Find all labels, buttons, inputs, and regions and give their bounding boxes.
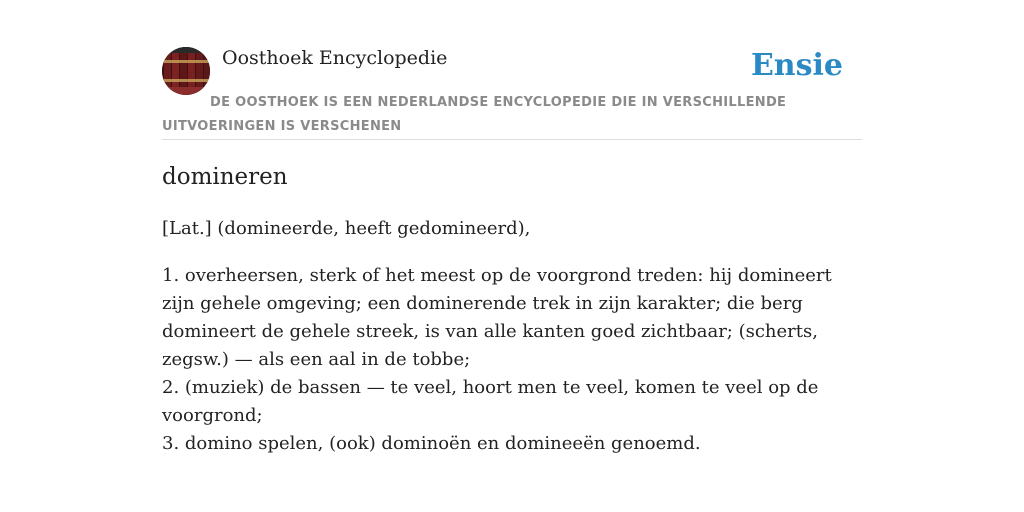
entry-card bbox=[162, 40, 862, 454]
entry-intro: [Lat.] (domineerde, heeft gedomineerd), bbox=[162, 218, 531, 239]
definition-3: 3. domino spelen, (ook) dominoën en domineeën genoemd. bbox=[162, 433, 701, 454]
entry-definitions bbox=[162, 262, 862, 458]
brand-logo-link[interactable]: Ensie bbox=[750, 48, 843, 83]
encyclopedia-books-icon[interactable] bbox=[162, 47, 210, 95]
definition-1: 1. overheersen, sterk of het meest op de voorgrond treden: hij domineert zijn gehele omgeving; een dominerende trek in zijn karakter; die berg domineert de gehele streek, is van alle kanten goed zichtbaar; (scherts, zegsw.) — als een aal in de tobbe; bbox=[162, 265, 832, 370]
definition-2: 2. (muziek) de bassen — te veel, hoort men te veel, komen te veel op de voorgrond; bbox=[162, 377, 819, 426]
source-header bbox=[162, 40, 862, 140]
source-description: DE OOSTHOEK IS EEN NEDERLANDSE ENCYCLOPEDIE DIE IN VERSCHILLENDE UITVOERINGEN IS VERSCHENEN bbox=[162, 95, 787, 134]
source-title[interactable]: Oosthoek Encyclopedie bbox=[222, 47, 448, 69]
entry-body bbox=[162, 215, 862, 477]
entry-title: domineren bbox=[162, 164, 288, 190]
